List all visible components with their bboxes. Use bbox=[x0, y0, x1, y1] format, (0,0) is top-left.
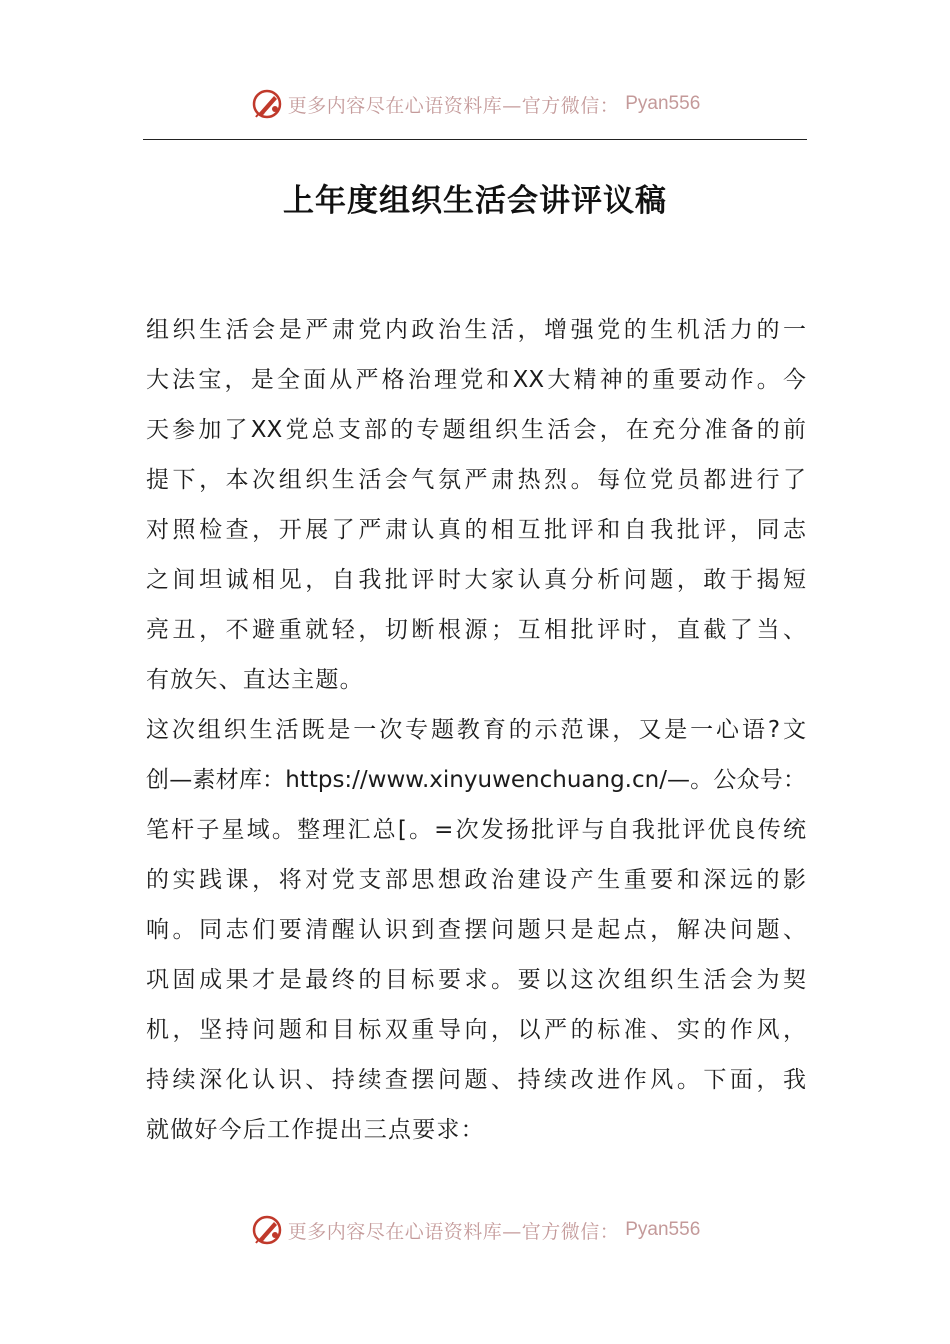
body-line: 有放矢、直达主题。 bbox=[146, 667, 364, 693]
header-banner bbox=[0, 84, 950, 124]
body-line: 就做好今后工作提出三点要求： bbox=[146, 1117, 485, 1143]
footer-wechat-id: Pyan556 bbox=[625, 1219, 701, 1240]
body-line: 创—素材库：https://www.xinyuwenchuang.cn/—。公众号： bbox=[146, 767, 806, 793]
body-line: 这次组织生活既是一次专题教育的示范课，又是一心语?文 bbox=[146, 717, 806, 743]
body-line: 机，坚持问题和目标双重导向，以严的标准、实的作风， bbox=[146, 1017, 806, 1043]
footer-banner bbox=[0, 1210, 950, 1250]
body-line: 组织生活会是严肃党内政治生活，增强党的生机活力的一 bbox=[146, 317, 806, 343]
header-wechat-id: Pyan556 bbox=[625, 93, 701, 114]
pen-seal-logo-icon bbox=[250, 1213, 284, 1247]
body-line: 亮丑，不避重就轻，切断根源；互相批评时，直截了当、 bbox=[146, 617, 806, 643]
body-line: 巩固成果才是最终的目标要求。要以这次组织生活会为契 bbox=[146, 967, 806, 993]
body-line: 对照检查，开展了严肃认真的相互批评和自我批评，同志 bbox=[146, 517, 806, 543]
pen-seal-logo-icon bbox=[250, 87, 284, 121]
body-line: 响。同志们要清醒认识到查摆问题只是起点，解决问题、 bbox=[146, 917, 806, 943]
body-line: 天参加了XX党总支部的专题组织生活会，在充分准备的前 bbox=[146, 417, 806, 443]
footer-banner-text: 更多内容尽在心语资料库—官方微信： bbox=[287, 1220, 620, 1243]
document-title: 上年度组织生活会讲评议稿 bbox=[283, 183, 667, 219]
header-banner-content bbox=[250, 87, 701, 121]
footer-banner-content bbox=[250, 1213, 701, 1247]
header-banner-text: 更多内容尽在心语资料库—官方微信： bbox=[287, 94, 620, 117]
body-line: 持续深化认识、持续查摆问题、持续改进作风。下面，我 bbox=[146, 1067, 806, 1093]
body-line: 提下，本次组织生活会气氛严肃热烈。每位党员都进行了 bbox=[146, 467, 806, 493]
body-line: 的实践课，将对党支部思想政治建设产生重要和深远的影 bbox=[146, 867, 806, 893]
body-line: 笔杆子星域。整理汇总[。=次发扬批评与自我批评优良传统 bbox=[146, 817, 806, 843]
body-line: 大法宝，是全面从严格治理党和XX大精神的重要动作。今 bbox=[146, 367, 806, 393]
document-body bbox=[146, 305, 806, 1155]
body-line: 之间坦诚相见，自我批评时大家认真分析问题，敢于揭短 bbox=[146, 567, 806, 593]
header-divider bbox=[143, 139, 807, 140]
